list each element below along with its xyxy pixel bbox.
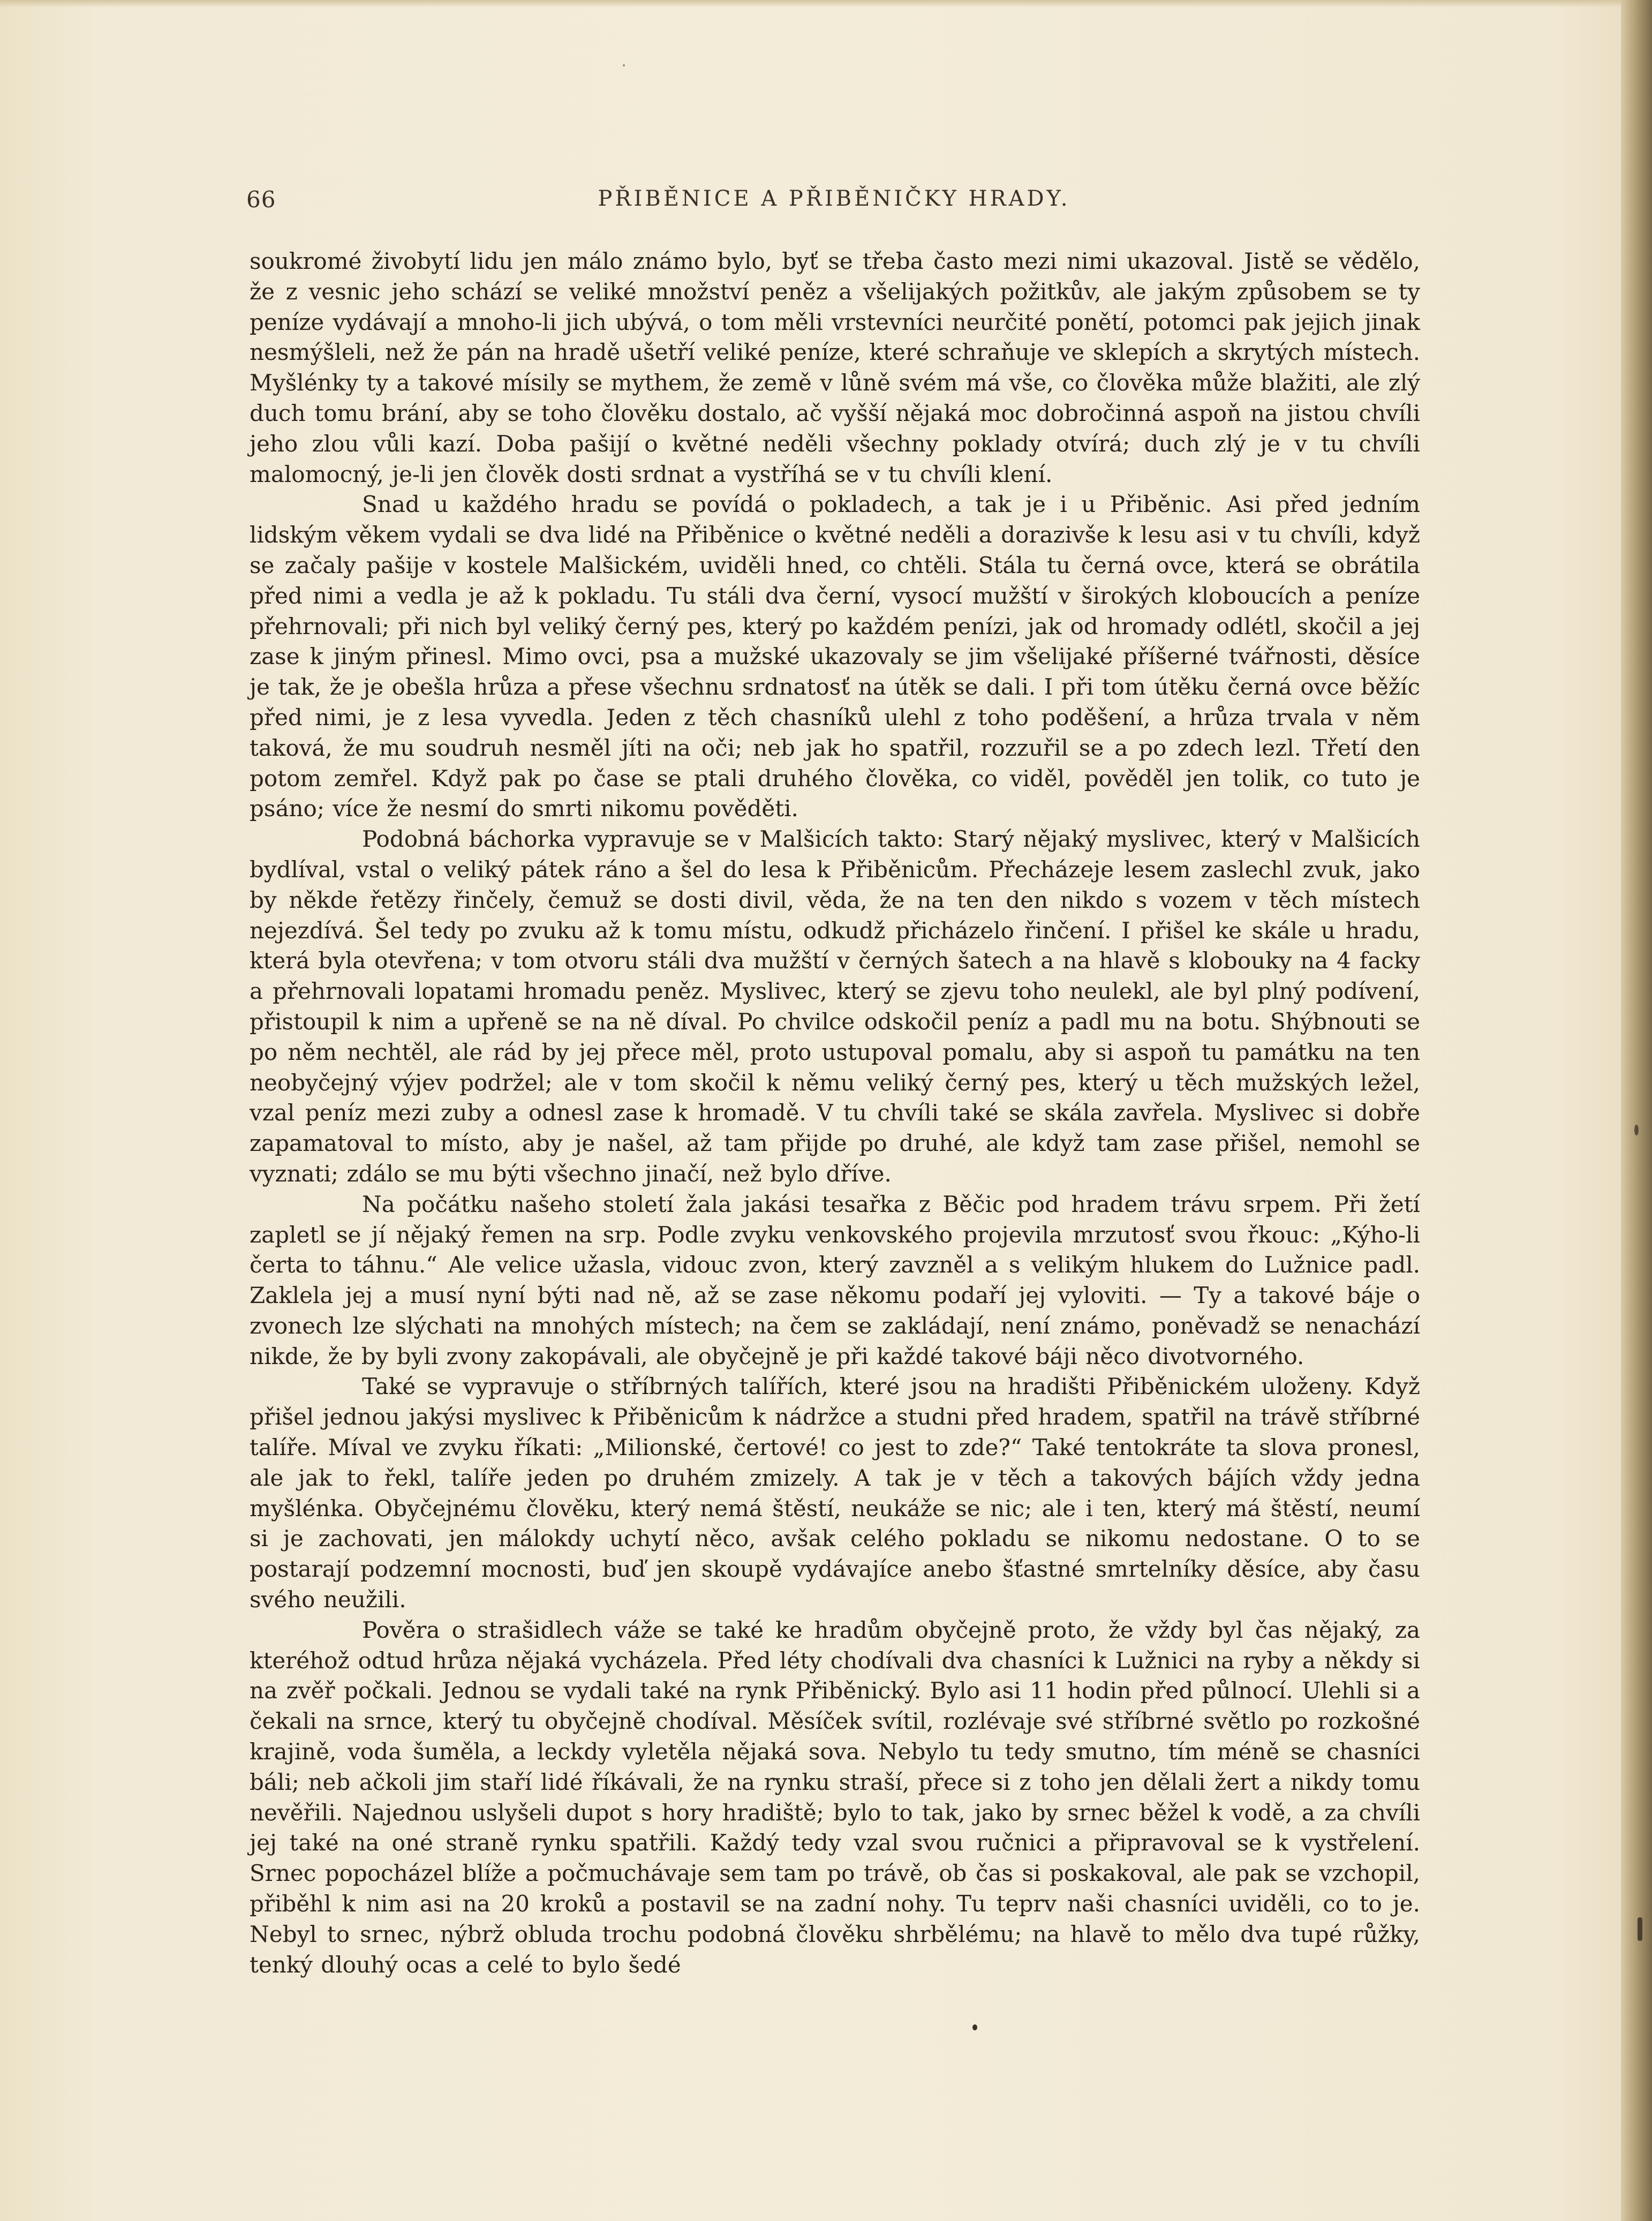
ink-speck xyxy=(972,2024,977,2030)
page-header xyxy=(246,183,1422,221)
paragraph: soukromé živobytí lidu jen málo známo bylo, byť se třeba často mezi nimi ukazoval. Jistě se vědělo, že z vesnic jeho schází se veliké množství peněz a všelijakých požitkův, ale jakým způsobem se ty peníze vydávají a mnoho-li jich ubývá, o tom měli vrstevníci neurčité ponětí, potomci pak jejich jinak nesmýšleli, než že pán na hradě ušetří veliké peníze, které schraňuje ve sklepích a skrytých místech. Myšlénky ty a takové mísily se mythem, že země v lůně svém má vše, co člověka může blažiti, ale zlý duch tomu brání, aby se toho člověku dostalo, ač vyšší nějaká moc dobročinná aspoň na jistou chvíli jeho zlou vůli kazí. Doba pašijí o květné neděli všechny poklady otvírá; duch zlý je v tu chvíli malomocný, je-li jen člověk dosti srdnat a vystříhá se v tu chvíli klení. xyxy=(250,248,1420,487)
page-top-edge xyxy=(0,0,1652,7)
ink-speck xyxy=(1634,1125,1639,1135)
ink-speck xyxy=(1638,1917,1642,1941)
running-title: PŘIBĚNICE A PŘIBĚNIČKY HRADY. xyxy=(598,186,1070,211)
paragraph: Podobná báchorka vypravuje se v Malšicích takto: Starý nějaký myslivec, který v Malšicích bydlíval, vstal o veliký pátek ráno a šel do lesa k Přiběnicům. Přecházeje lesem zaslechl zvuk, jako by někde řetězy řinčely, čemuž se dosti divil, věda, že na ten den nikdo s vozem v těch místech nejezdívá. Šel tedy po zvuku až k tomu místu, odkudž přicházelo řinčení. I přišel ke skále u hradu, která byla otevřena; v tom otvoru stáli dva mužští v černých šatech a na hlavě s klobouky na 4 facky a přehrnovali lopatami hromadu peněz. Myslivec, který se zjevu toho neulekl, ale byl plný podívení, přistoupil k nim a upřeně se na ně díval. Po chvilce odskočil peníz a padl mu na botu. Shýbnouti se po něm nechtěl, ale rád by jej přece měl, proto ustupoval pomalu, aby si aspoň tu památku na ten neobyčejný výjev podržel; ale v tom skočil k němu veliký černý pes, který u těch mužských ležel, vzal peníz mezi zuby a odnesl zase k hromadě. V tu chvíli také se skála zavřela. Myslivec si dobře zapamatoval to místo, aby je našel, až tam přijde po druhé, ale když tam zase přišel, nemohl se vyznati; zdálo se mu býti všechno jinačí, než bylo dříve. xyxy=(250,826,1420,1187)
body-text xyxy=(250,246,1420,1978)
paragraph: Také se vypravuje o stříbrných talířích, které jsou na hradišti Přiběnickém uloženy. Když přišel jednou jakýsi myslivec k Přiběnicům k nádržce a studni před hradem, spatřil na trávě stříbrné talíře. Míval ve zvyku říkati: „Milionské, čertové! co jest to zde?“ Také tentokráte ta slova pronesl, ale jak to řekl, talíře jeden po druhém zmizely. A tak je v těch a takových bájích vždy jedna myšlénka. Obyčejnému člověku, který nemá štěstí, neukáže se nic; ale i ten, který má štěstí, neumí si je zachovati, jen málokdy uchytí něco, avšak celého pokladu se nikomu nedostane. O to se postarají podzemní mocnosti, buď jen skoupě vydávajíce anebo šťastné smrtelníky děsíce, aby času svého neužili. xyxy=(250,1373,1420,1613)
paragraph: Na počátku našeho století žala jakási tesařka z Běčic pod hradem trávu srpem. Při žetí zapletl se jí nějaký řemen na srp. Podle zvyku venkovského projevila mrzutosť svou řkouc: „Kýho-li čerta to táhnu.“ Ale velice užasla, vidouc zvon, který zavzněl a s velikým hlukem do Lužnice padl. Zaklela jej a musí nyní býti nad ně, až se zase někomu podaří jej vyloviti. — Ty a takové báje o zvonech lze slýchati na mnohých místech; na čem se zakládají, není známo, poněvadž se nenachází nikde, že by byli zvony zakopávali, ale obyčejně je při každé takové báji něco divotvorného. xyxy=(250,1191,1420,1369)
page-binding-edge xyxy=(1621,0,1652,2221)
page-number: 66 xyxy=(246,186,276,213)
paragraph: Pověra o strašidlech váže se také ke hradům obyčejně proto, že vždy byl čas nějaký, za kteréhož odtud hrůza nějaká vycházela. Před léty chodívali dva chasníci k Lužnici na ryby a někdy si na zvěř počkali. Jednou se vydali také na rynk Přiběnický. Bylo asi 11 hodin před půlnocí. Ulehli si a čekali na srnce, který tu obyčejně chodíval. Měsíček svítil, rozlévaje své stříbrné světlo po rozkošné krajině, voda šuměla, a leckdy vyletěla nějaká sova. Nebylo tu tedy smutno, tím méně se chasníci báli; neb ačkoli jim staří lidé říkávali, že na rynku straší, přece si z toho jen dělali žert a nikdy tomu nevěřili. Najednou uslyšeli dupot s hory hradiště; bylo to tak, jako by srnec běžel k vodě, a za chvíli jej také na oné straně rynku spatřili. Každý tedy vzal svou ručnici a připravoval se k vystřelení. Srnec popocházel blíže a počmuchávaje sem tam po trávě, ob čas si poskakoval, ale pak se vzchopil, přiběhl k nim asi na 20 kroků a postavil se na zadní nohy. Tu teprv naši chasníci uviděli, co to je. Nebyl to srnec, nýbrž obluda trochu podobná člověku shrbělému; na hlavě to mělo dva tupé růžky, tenký dlouhý ocas a celé to bylo šedé xyxy=(250,1616,1420,1978)
ink-speck xyxy=(623,64,625,66)
paragraph: Snad u každého hradu se povídá o pokladech, a tak je i u Přiběnic. Asi před jedním lidským věkem vydali se dva lidé na Přiběnice o květné neděli a dorazivše k lesu asi v tu chvíli, když se začaly pašije v kostele Malšickém, uviděli hned, co chtěli. Stála tu černá ovce, která se obrátila před nimi a vedla je až k pokladu. Tu stáli dva černí, vysocí mužští v širokých kloboucích a peníze přehrnovali; při nich byl veliký černý pes, který po každém penízi, jak od hromady odlétl, skočil a jej zase k jiným přinesl. Mimo ovci, psa a mužské ukazovaly se jim všelijaké příšerné tvářnosti, děsíce je tak, že je obešla hrůza a přese všechnu srdnatosť na útěk se dali. I při tom útěku černá ovce běžíc před nimi, je z lesa vyvedla. Jeden z těch chasníků ulehl z toho poděšení, a hrůza trvala v něm taková, že mu soudruh nesměl jíti na oči; neb jak ho spatřil, rozzuřil se a po zdech lezl. Třetí den potom zemřel. Když pak po čase se ptali druhého člověka, co viděl, pověděl jen tolik, co tuto je psáno; více že nesmí do smrti nikomu pověděti. xyxy=(250,491,1420,822)
